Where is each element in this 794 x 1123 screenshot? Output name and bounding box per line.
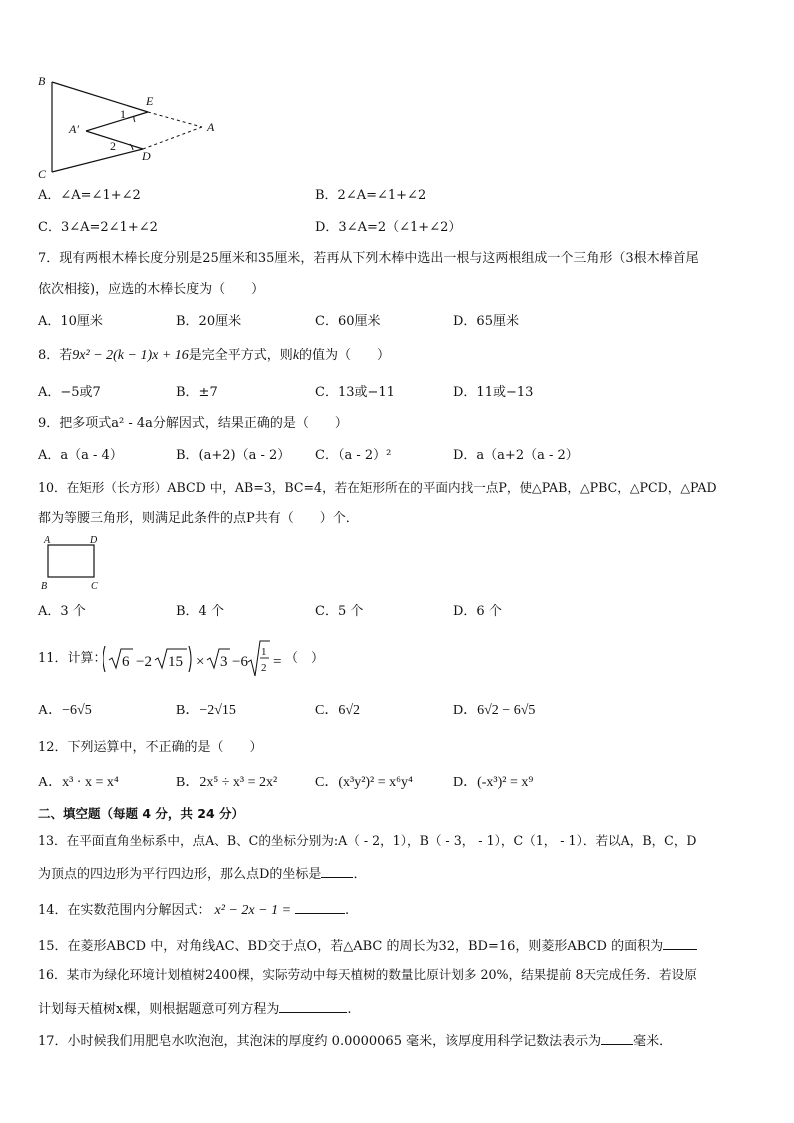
q9-option-c: C．（a - 2）² — [315, 448, 392, 463]
q17-end: 毫米． — [633, 1034, 673, 1049]
q8-expression: 9x² − 2(k − 1)x + 16 — [72, 348, 189, 363]
q11-prefix: 11．计算： — [38, 651, 107, 666]
q8-prefix: 8．若 — [38, 348, 73, 363]
q14-wrap — [38, 900, 349, 919]
q8-option-d: D．11或−13 — [453, 385, 534, 400]
q6-option-d: D．3∠A=2（∠1+∠2） — [315, 220, 462, 235]
figure-label-a-prime: A′ — [69, 122, 79, 136]
q12-option-a: A．x³ · x = x⁴ — [38, 775, 119, 790]
q6-option-a: A．∠A=∠1+∠2 — [38, 188, 141, 203]
q8-option-c: C．13或−11 — [315, 385, 395, 400]
q8-variable: k — [292, 348, 300, 363]
q7-option-d: D．65厘米 — [453, 314, 519, 329]
figure-label-c: C — [38, 167, 47, 180]
figure-label-d: D — [142, 149, 151, 163]
q12-stem: 12．下列运算中，不正确的是（ ） — [38, 740, 263, 755]
svg-text:×: × — [196, 654, 205, 670]
q16-line2: 计划每天植树x棵，则根据题意可列方程为 — [38, 1002, 280, 1017]
q13-line1: 13．在平面直角坐标系中，点A、B、C的坐标分别为:A（ - 2，1），B（ - 3， - 1），C（1， - 1）．若以A，B，C，D — [38, 833, 697, 848]
q13-answer-blank[interactable] — [321, 864, 353, 878]
folded-triangle-figure — [36, 72, 226, 180]
q10-option-b: B．4 个 — [176, 604, 224, 619]
rect-label-a: A — [44, 535, 51, 546]
q9-option-a: A．a（a - 4） — [38, 448, 123, 463]
q11-expression — [103, 638, 283, 680]
svg-text:=: = — [273, 654, 282, 670]
svg-text:3: 3 — [220, 654, 228, 670]
q11-option-b: B．−2√15 — [176, 703, 236, 718]
svg-text:1: 1 — [261, 646, 267, 658]
svg-text:−2: −2 — [136, 654, 152, 670]
q17-answer-blank[interactable] — [601, 1031, 633, 1045]
q6-option-c: C．3∠A=2∠1+∠2 — [38, 220, 158, 235]
q13-line2: 为顶点的四边形为平行四边形，那么点D的坐标是 — [38, 867, 322, 882]
q7-option-b: B．20厘米 — [176, 314, 242, 329]
q7-option-c: C．60厘米 — [315, 314, 381, 329]
svg-text:2: 2 — [261, 662, 267, 674]
q10-line2: 都为等腰三角形，则满足此条件的点P共有（ ）个． — [38, 511, 359, 526]
q16-answer-blank[interactable] — [279, 999, 347, 1013]
q9-stem: 9．把多项式a² - 4a分解因式，结果正确的是（ ） — [38, 416, 348, 431]
q12-option-b: B．2x⁵ ÷ x³ = 2x² — [176, 775, 278, 790]
q16-line2-wrap — [38, 999, 351, 1018]
q15-stem: 15．在菱形ABCD 中，对角线AC、BD交于点O，若△ABC 的周长为32，BD=16，则菱形ABCD 的面积为 — [38, 939, 664, 954]
q7-line2: 依次相接)，应选的木棒长度为（ ） — [38, 282, 265, 297]
q16-line1: 16．某市为绿化环境计划植树2400棵，实际劳动中每天植树的数量比原计划多 20%，结果提前 8天完成任务．若设原 — [38, 967, 697, 982]
q14-expression: x² − 2x − 1 = — [214, 903, 292, 918]
rect-label-d: D — [90, 535, 98, 546]
q8-mid: 是完全平方式，则 — [188, 348, 293, 363]
figure-label-a: A — [207, 120, 215, 134]
q7-option-a: A．10厘米 — [38, 314, 103, 329]
figure-label-2: 2 — [110, 139, 116, 153]
figure-label-e: E — [146, 94, 154, 108]
q14-prefix: 14．在实数范围内分解因式： — [38, 903, 211, 918]
q13-line2-wrap — [38, 864, 366, 883]
q6-option-b: B．2∠A=∠1+∠2 — [315, 188, 427, 203]
q10-option-a: A．3 个 — [38, 604, 86, 619]
svg-text:−6: −6 — [232, 654, 248, 670]
figure-label-b: B — [38, 74, 46, 88]
q7-line1: 7．现有两根木棒长度分别是25厘米和35厘米，若再从下列木棒中选出一根与这两根组成一个三角形（3根木棒首尾 — [38, 251, 699, 266]
q8-stem — [38, 348, 390, 364]
q15-wrap — [38, 936, 697, 955]
q12-option-d: D．(-x³)² = x⁹ — [453, 775, 534, 790]
q10-line1: 10．在矩形（长方形）ABCD 中，AB=3，BC=4，若在矩形所在的平面内找一点P，使△PAB，△PBC，△PCD，△PAD — [38, 480, 717, 495]
rect-label-b: B — [41, 581, 48, 592]
q11-option-c: C．6√2 — [315, 703, 361, 718]
q11-option-a: A．−6√5 — [38, 703, 92, 718]
q15-answer-blank[interactable] — [663, 936, 697, 950]
q10-option-d: D．6 个 — [453, 604, 502, 619]
svg-text:15: 15 — [168, 654, 183, 670]
q13-end: ． — [353, 867, 367, 882]
q11-suffix: （ ） — [285, 651, 325, 666]
q10-option-c: C．5 个 — [315, 604, 364, 619]
rectangle-abcd-figure — [38, 534, 104, 592]
q8-option-b: B．±7 — [176, 385, 218, 400]
q17-stem: 17．小时候我们用肥皂水吹泡泡，其泡沫的厚度约 0.0000065 毫米，该厚度用科学记数法表示为 — [38, 1034, 602, 1049]
q9-option-d: D．a（a+2（a - 2） — [453, 448, 579, 463]
svg-text:6: 6 — [122, 654, 130, 670]
q8-option-a: A．−5或7 — [38, 385, 101, 400]
q17-wrap — [38, 1031, 672, 1050]
q16-end: . — [347, 1002, 352, 1017]
rect-label-c: C — [91, 581, 98, 592]
q12-option-c: C．(x³y²)² = x⁶y⁴ — [315, 775, 413, 790]
section-heading-fill-in: 二、填空题（每题 4 分，共 24 分） — [38, 806, 245, 821]
q8-suffix: 的值为（ ） — [299, 348, 391, 363]
q14-end: . — [345, 903, 350, 918]
figure-label-1: 1 — [120, 107, 126, 121]
q11-option-d: D．6√2 − 6√5 — [453, 703, 536, 718]
q14-answer-blank[interactable] — [295, 900, 345, 914]
q9-option-b: B．(a+2)（a - 2） — [176, 448, 291, 463]
